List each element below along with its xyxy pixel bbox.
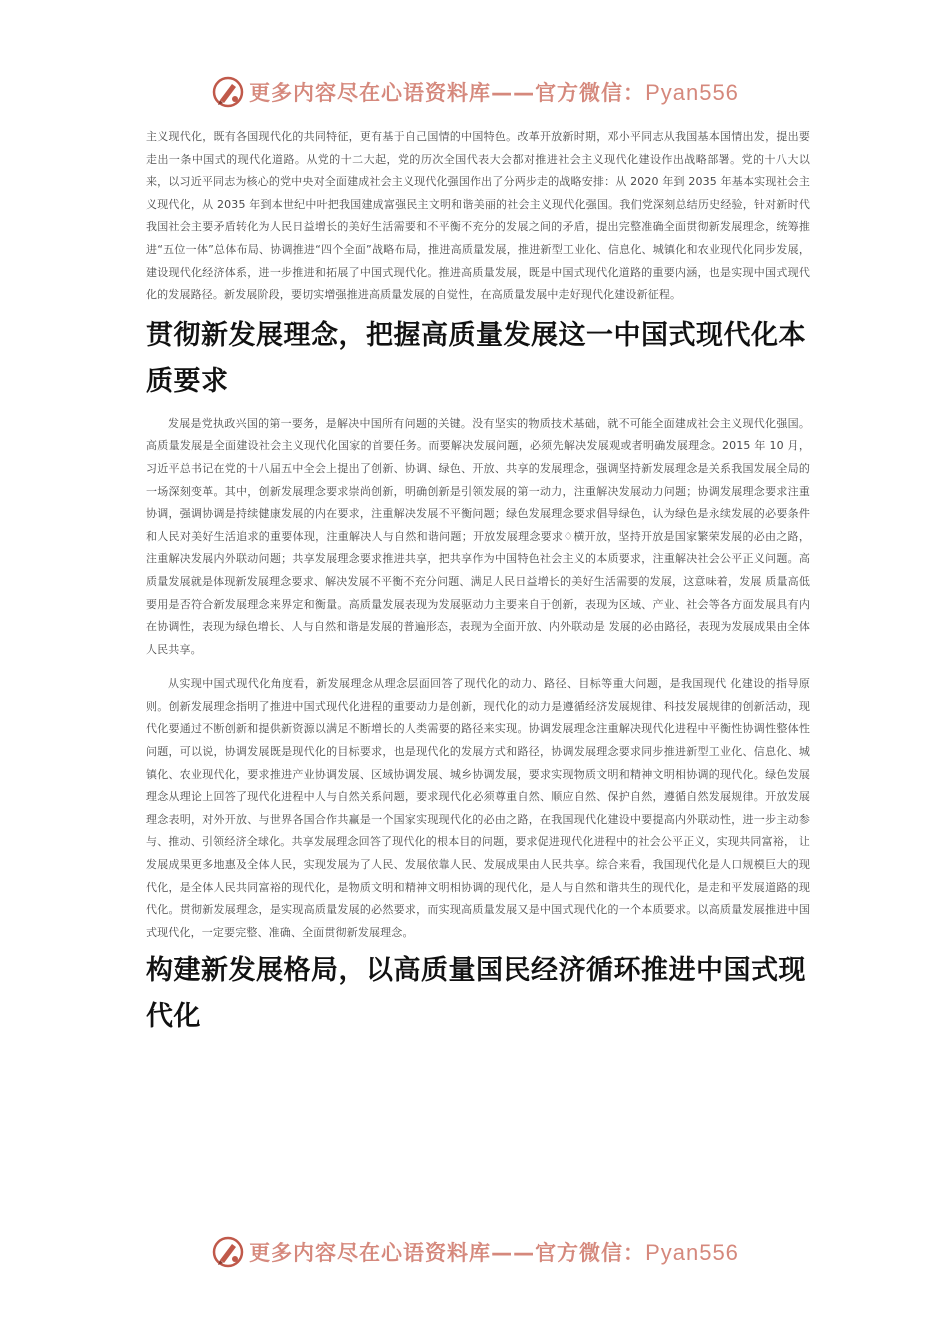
- paragraph: 主义现代化，既有各国现代化的共同特征，更有基于自己国情的中国特色。改革开放新时期，邓小平同志从我国基本国情出发，提出要走出一条中国式的现代化道路。从党的十二大起，党的历次全国代表大会都对推进社会主义现代化建设作出战略部署。党的十八大以来，以习近平同志为核心的党中央对全面建成社会主义现代化强国作出了分两步走的战略安排：从 2020 年到 2035 年基本实现社会主义现代化，从 2035 年到本世纪中叶把我国建成富强民主文明和谐美丽的社会主义现代化强国。我们党深刻总结历史经验，针对新时代我国社会主要矛盾转化为人民日益增长的美好生活需要和不平衡不充分的发展之间的矛盾，提出完整准确全面贯彻新发展理念，统筹推进“五位一体”总体布局、协调推进“四个全面”战略布局，推进高质量发展，推进新型工业化、信息化、城镇化和农业现代化同步发展，建设现代化经济体系，进一步推进和拓展了中国式现代化。推进高质量发展，既是中国式现代化道路的重要内涵，也是实现中国式现代化的发展路径。新发展阶段，要切实增强推进高质量发展的自觉性，在高质量发展中走好现代化建设新征程。: [146, 130, 810, 302]
- section-heading: 贯彻新发展理念，把握高质量发展这一中国式现代化本质要求: [146, 319, 806, 397]
- pen-logo-icon: [211, 75, 245, 109]
- watermark-wechat-label: 官方微信：: [535, 81, 646, 105]
- watermark-wechat-label: 官方微信：: [535, 1241, 646, 1265]
- document-body: [146, 126, 810, 1040]
- watermark-inner: [211, 75, 739, 109]
- paragraph: 发展是党执政兴国的第一要务，是解决中国所有问题的关键。没有坚实的物质技术基础，就不可能全面建成社会主义现代化强国。高质量发展是全面建设社会主义现代化国家的首要任务。而要解决发展问题，必须先解决发展观或者明确发展理念。2015 年 10 月，习近平总书记在党的十八届五中全会上提出了创新、协调、绿色、开放、共享的发展理念，强调坚持新发展理念是关系我国发展全局的一场深刻变革。其中，创新发展理念要求崇尚创新，明确创新是引领发展的第一动力，注重解决发展动力问题；协调发展理念要求注重协调，强调协调是持续健康发展的内在要求，注重解决发展不平衡问题；绿色发展理念要求倡导绿色，认为绿色是永续发展的必要条件和人民对美好生活追求的重要体现，注重解决人与自然和谐问题；开放发展理念要求♢横开放，坚持开放是国家繁荣发展的必由之路，注重解决发展内外联动问题；共享发展理念要求推进共享，把共享作为中国特色社会主义的本质要求，注重解决社会公平正义问题。高质量发展就是体现新发展理念要求、解决发展不平衡不充分问题、满足人民日益增长的美好生活需要的发展，这意味着，发展 质量高低要用是否符合新发展理念来界定和衡量。高质量发展表现为发展驱动力主要来自于创新，表现为区域、产业、社会等各方面发展具有内在协调性，表现为绿色增长、人与自然和谐是发展的普遍形态，表现为全面开放、内外联动是 发展的必由路径，表现为发展成果由全体人民共享。: [146, 416, 810, 656]
- watermark-wechat-id: Pyan556: [645, 1240, 739, 1265]
- watermark-inner: [211, 1235, 739, 1269]
- watermark-dash: ——: [491, 81, 536, 105]
- watermark-banner-bottom: [0, 1232, 950, 1272]
- paragraph: 从实现中国式现代化角度看，新发展理念从理念层面回答了现代化的动力、路径、目标等重大问题，是我国现代 化建设的指导原则。创新发展理念指明了推进中国式现代化进程的重要动力是创新，现代化的动力是遵循经济发展规律、科技发展规律的创新活动，现代化要通过不断创新和提供新资源以满足不断增长的人类需要的路径来实现。协调发展理念注重解决现代化进程中平衡性协调性整体性问题，可以说，协调发展既是现代化的目标要求，也是现代化的发展方式和路径，协调发展理念要求同步推进新型工业化、信息化、城镇化、农业现代化，要求推进产业协调发展、区域协调发展、城乡协调发展，要求实现物质文明和精神文明相协调的现代化。绿色发展理念从理论上回答了现代化进程中人与自然关系问题，要求现代化必须尊重自然、顺应自然、保护自然，遵循自然发展规律。开放发展理念表明，对外开放、与世界各国合作共赢是一个国家实现现代化的必由之路，在我国现代化建设中要提高内外联动性，进一步主动参与、推动、引领经济全球化。共享发展理念回答了现代化的根本目的问题，要求促进现代化进程中的社会公平正义，实现共同富裕， 让发展成果更多地惠及全体人民，实现发展为了人民、发展依靠人民、发展成果由人民共享。综合来看，我国现代化是人口规模巨大的现代化，是全体人民共同富裕的现代化，是物质文明和精神文明相协调的现代化，是人与自然和谐共生的现代化，是走和平发展道路的现代化。贯彻新发展理念，是实现高质量发展的必然要求，而实现高质量发展又是中国式现代化的一个本质要求。以高质量发展推进中国式现代化，一定要完整、准确、全面贯彻新发展理念。: [146, 677, 810, 939]
- watermark-brand: 更多内容尽在心语资料库: [249, 81, 492, 105]
- watermark-dash: ——: [491, 1241, 536, 1265]
- section-heading: 构建新发展格局，以高质量国民经济循环推进中国式现代化: [146, 955, 806, 1033]
- watermark-wechat-id: Pyan556: [645, 80, 739, 105]
- watermark-brand: 更多内容尽在心语资料库: [249, 1241, 492, 1265]
- watermark-text: [249, 1237, 739, 1267]
- watermark-text: [249, 77, 739, 107]
- watermark-banner-top: [0, 72, 950, 112]
- pen-logo-icon: [211, 1235, 245, 1269]
